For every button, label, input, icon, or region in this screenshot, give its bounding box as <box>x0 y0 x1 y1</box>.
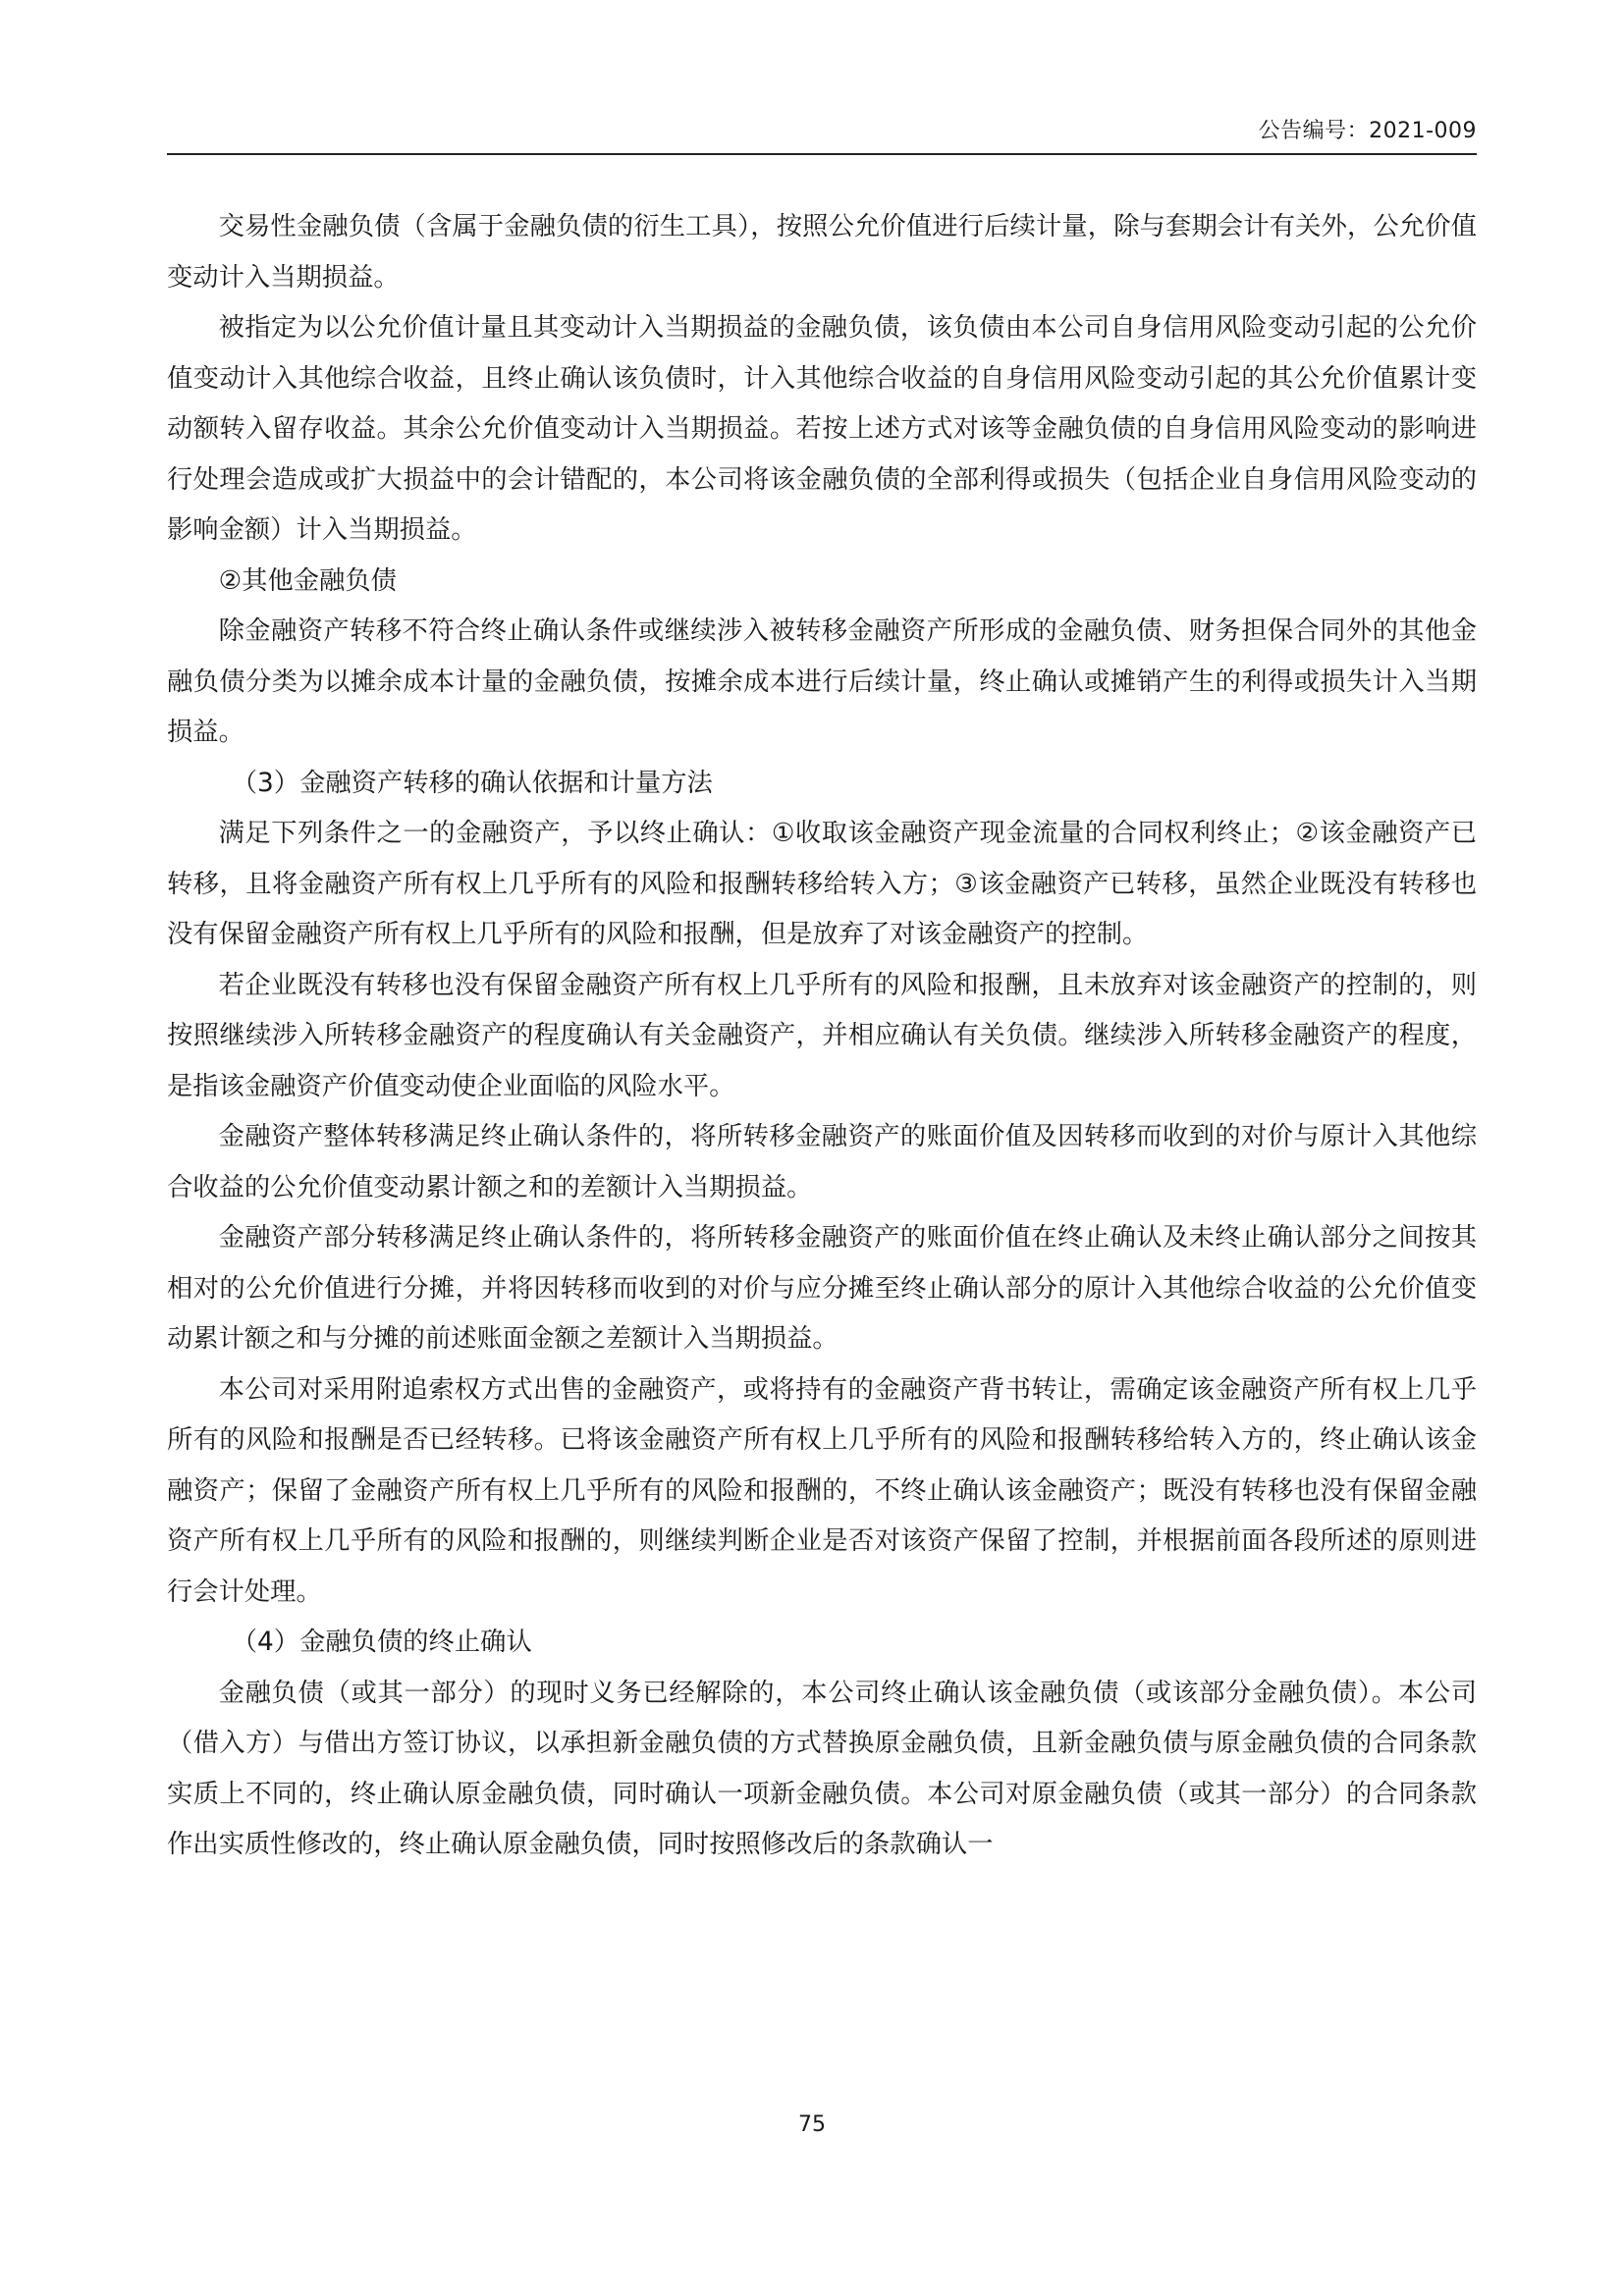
paragraph-continuing-involvement: 若企业既没有转移也没有保留金融资产所有权上几乎所有的风险和报酬，且未放弃对该金融资产的控制的，则按照继续涉入所转移金融资产的程度确认有关金融资产，并相应确认有关负债。继续涉入所转移金融资产的程度，是指该金融资产价值变动使企业面临的风险水平。 <box>167 970 1477 1101</box>
section-heading-liability-derecognition: （4）金融负债的终止确认 <box>231 1628 532 1657</box>
page-header <box>167 110 1477 155</box>
paragraph-designated-liabilities: 被指定为以公允价值计量且其变动计入当期损益的金融负债，该负债由本公司自身信用风险变动引起的公允价值变动计入其他综合收益，且终止确认该负债时，计入其他综合收益的自身信用风险变动引起的其公允价值累计变动额转入留存收益。其余公允价值变动计入当期损益。若按上述方式对该等金融负债的自身信用风险变动的影响进行处理会造成或扩大损益中的会计错配的，本公司将该金融负债的全部利得或损失（包括企业自身信用风险变动的影响金额）计入当期损益。 <box>167 313 1477 545</box>
paragraph-liability-derecognition: 金融负债（或其一部分）的现时义务已经解除的，本公司终止确认该金融负债（或该部分金融负债）。本公司（借入方）与借出方签订协议，以承担新金融负债的方式替换原金融负债，且新金融负债与原金融负债的合同条款实质上不同的，终止确认原金融负债，同时确认一项新金融负债。本公司对原金融负债（或其一部分）的合同条款作出实质性修改的，终止确认原金融负债，同时按照修改后的条款确认一 <box>167 1678 1477 1859</box>
section-heading-asset-transfer: （3）金融资产转移的确认依据和计量方法 <box>231 768 713 798</box>
document-body <box>167 202 1477 1871</box>
paragraph-derecognition-conditions: 满足下列条件之一的金融资产，予以终止确认：①收取该金融资产现金流量的合同权利终止；②该金融资产已转移，且将金融资产所有权上几乎所有的风险和报酬转移给转入方；③该金融资产已转移，虽然企业既没有转移也没有保留金融资产所有权上几乎所有的风险和报酬，但是放弃了对该金融资产的控制。 <box>167 819 1477 949</box>
paragraph-partial-transfer: 金融资产部分转移满足终止确认条件的，将所转移金融资产的账面价值在终止确认及未终止确认部分之间按其相对的公允价值进行分摊，并将因转移而收到的对价与应分摊至终止确认部分的原计入其他综合收益的公允价值变动累计额之和与分摊的前述账面金额之差额计入当期损益。 <box>167 1223 1477 1354</box>
paragraph-whole-transfer: 金融资产整体转移满足终止确认条件的，将所转移金融资产的账面价值及因转移而收到的对价与原计入其他综合收益的公允价值变动累计额之和的差额计入当期损益。 <box>167 1122 1477 1202</box>
subheading-other-liabilities: ②其他金融负债 <box>218 565 397 596</box>
notice-number: 公告编号：2021-009 <box>1258 119 1477 143</box>
paragraph-other-liabilities: 除金融资产转移不符合终止确认条件或继续涉入被转移金融资产所形成的金融负债、财务担保合同外的其他金融负债分类为以摊余成本计量的金融负债，按摊余成本进行后续计量，终止确认或摊销产生的利得或损失计入当期损益。 <box>167 616 1477 747</box>
paragraph-recourse-sale: 本公司对采用附追索权方式出售的金融资产，或将持有的金融资产背书转让，需确定该金融资产所有权上几乎所有的风险和报酬是否已经转移。已将该金融资产所有权上几乎所有的风险和报酬转移给转入方的，终止确认该金融资产；保留了金融资产所有权上几乎所有的风险和报酬的，不终止确认该金融资产；既没有转移也没有保留金融资产所有权上几乎所有的风险和报酬的，则继续判断企业是否对该资产保留了控制，并根据前面各段所述的原则进行会计处理。 <box>167 1374 1477 1607</box>
page-number: 75 <box>798 2112 826 2137</box>
page-footer <box>0 2112 1624 2137</box>
paragraph-trading-liabilities: 交易性金融负债（含属于金融负债的衍生工具），按照公允价值进行后续计量，除与套期会计有关外，公允价值变动计入当期损益。 <box>167 212 1477 293</box>
